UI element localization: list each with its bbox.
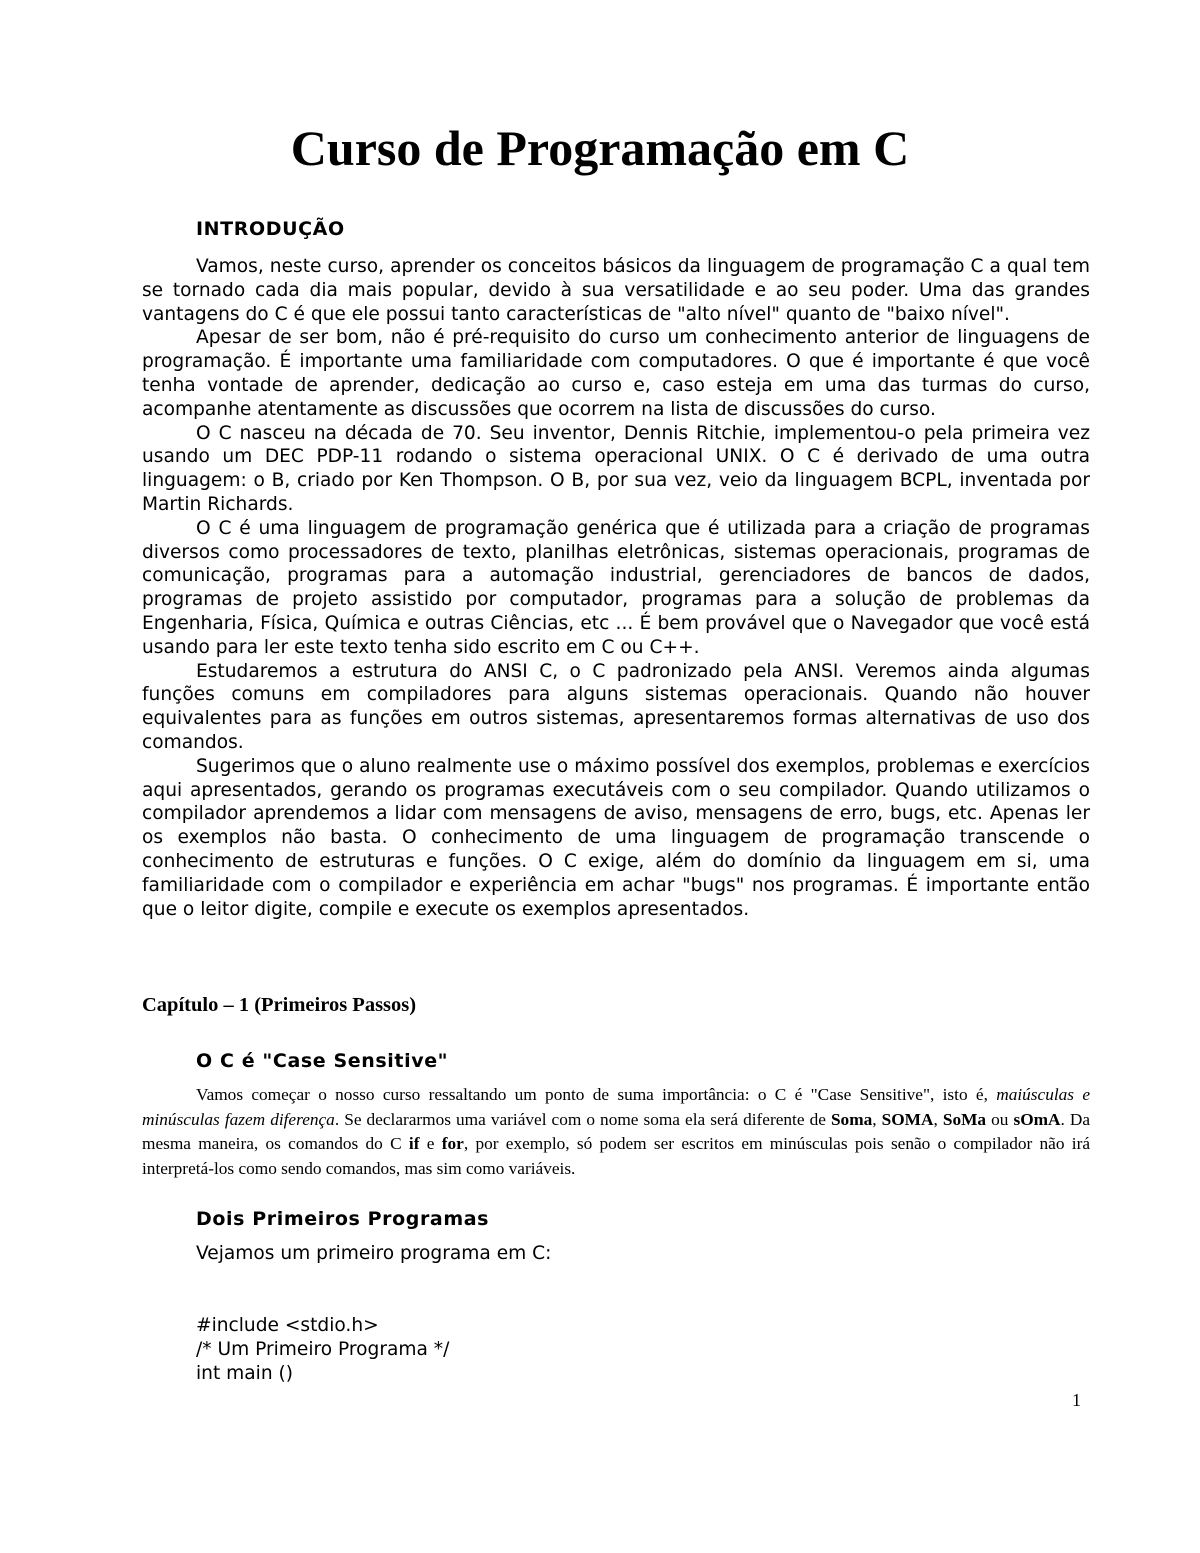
variable-example: Soma [830,1109,873,1129]
text-run: , [933,1109,943,1129]
introducao-body [142,255,1090,921]
programs-intro-text: Vejamos um primeiro programa em C: [196,1243,552,1264]
text-run: ou [986,1109,1014,1129]
text-run: , por exemplo, só podem ser escritos em minúsculas pois senão o compilador não irá interpretá-los como sendo comandos, mas sim como variáveis. [142,1134,1090,1178]
paragraph: Apesar de ser bom, não é pré-requisito do curso um conhecimento anterior de linguagens de programação. É importante uma familiaridade com computadores. O que é importante é que você tenha vontade de aprender, dedicação ao curso e, caso esteja em uma das turmas do curso, acompanhe atentamente as discussões que ocorrem na lista de discussões do curso. [142,327,1090,420]
text-run: . Se declararmos uma variável com o nome soma ela será diferente de [334,1109,831,1129]
code-line: /* Um Primeiro Programa */ [196,1339,450,1360]
section-heading-dois-programas: Dois Primeiros Programas [196,1208,490,1230]
paragraph [142,1083,1090,1181]
text-run: e [419,1134,442,1153]
paragraph: Vamos, neste curso, aprender os conceitos básicos da linguagem de programação C a qual tem se tornado cada dia mais popular, devido à sua versatilidade e ao seu poder. Uma das grandes vantagens do C é que ele possui tanto características de "alto nível" quanto de "baixo nível". [142,256,1090,325]
chapter-title: Capítulo – 1 (Primeiros Passos) [142,994,417,1016]
code-line: int main () [196,1363,294,1384]
paragraph: O C é uma linguagem de programação genérica que é utilizada para a criação de programas diversos como processadores de texto, planilhas eletrônicas, sistemas operacionais, programas de comunicação, programas para a automação industrial, gerenciadores de bancos de dados, programas de projeto assistido por computador, programas para a solução de problemas da Engenharia, Física, Química e outras Ciências, etc ... É bem provável que o Navegador que você está usando para ler este texto tenha sido escrito em C ou C++. [142,517,1090,658]
page-number: 1 [1072,1390,1081,1410]
paragraph: Estudaremos a estrutura do ANSI C, o C padronizado pela ANSI. Veremos ainda algumas funções comuns em compiladores para alguns sistemas operacionais. Quando não houver equivalentes para as funções em outros sistemas, apresentaremos formas alternativas de uso dos comandos. [142,660,1090,753]
code-line: #include <stdio.h> [196,1315,379,1336]
case-sensitive-body [142,1083,1090,1181]
text-run: Vamos começar o nosso curso ressaltando um ponto de suma importância: o C é "Case Sensitive", isto é, [196,1085,997,1104]
section-heading-case-sensitive: O C é "Case Sensitive" [196,1050,449,1072]
variable-example: SoMa [942,1109,987,1129]
keyword-example: if [408,1134,420,1153]
emphasis-text: maiúsculas e minúsculas fazem diferença [142,1085,1090,1129]
code-block [196,1314,449,1386]
section-heading-introducao: INTRODUÇÃO [196,218,345,240]
keyword-example: for [441,1134,464,1153]
variable-example: sOmA [1013,1109,1061,1129]
text-run: . Da mesma maneira, os comandos do C [142,1109,1091,1153]
text-run: , [872,1109,882,1129]
variable-example: SOMA [881,1109,934,1129]
paragraph: Sugerimos que o aluno realmente use o máximo possível dos exemplos, problemas e exercícios aqui apresentados, gerando os programas executáveis com o seu compilador. Quando utilizamos o compilador aprendemos a lidar com mensagens de aviso, mensagens de erro, bugs, etc. Apenas ler os exemplos não basta. O conhecimento de uma linguagem de programação transcende o conhecimento de estruturas e funções. O C exige, além do domínio da linguagem em si, uma familiaridade com o compilador e experiência em achar "bugs" nos programas. É importante então que o leitor digite, compile e execute os exemplos apresentados. [142,755,1090,920]
paragraph: O C nasceu na década de 70. Seu inventor, Dennis Ritchie, implementou-o pela primeira vez usando um DEC PDP-11 rodando o sistema operacional UNIX. O C é derivado de uma outra linguagem: o B, criado por Ken Thompson. O B, por sua vez, veio da linguagem BCPL, inventada por Martin Richards. [142,422,1090,515]
document-title: Curso de Programação em C [290,120,910,176]
